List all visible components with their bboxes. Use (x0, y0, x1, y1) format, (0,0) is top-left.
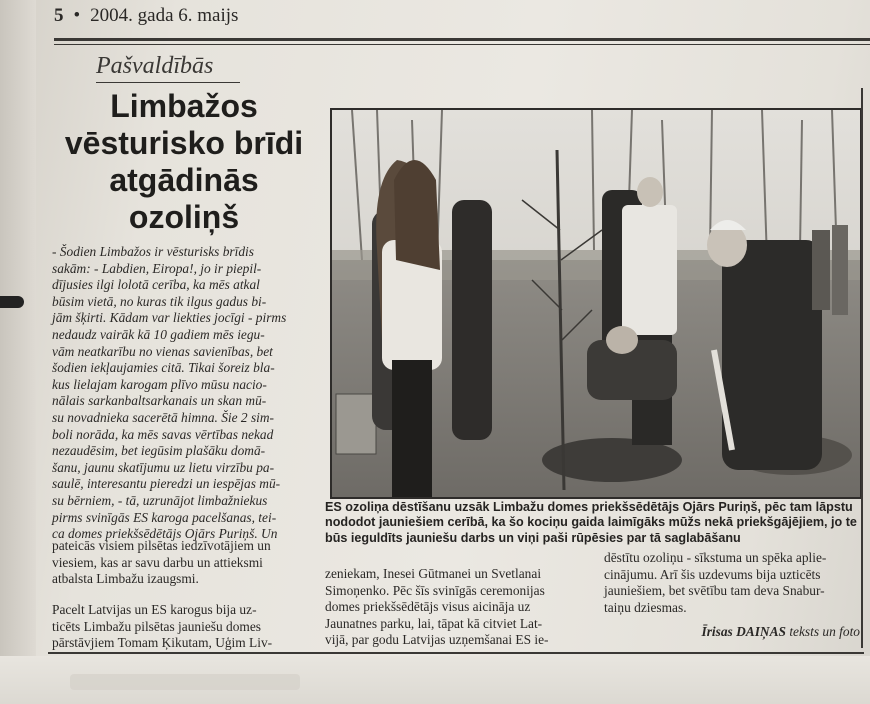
article-column-3 (604, 550, 860, 616)
tree-planting-photo (332, 110, 860, 497)
author-byline (701, 624, 860, 640)
page-fold-shadow (0, 0, 36, 704)
column-rule-right (861, 88, 863, 648)
text-line: nālais sarkanbaltsarkanais un skan mū- (52, 393, 267, 409)
header-rule (54, 38, 870, 41)
page-number: 5 (54, 5, 64, 26)
text-line: pārstāvjiem Tomam Ķikutam, Uģim Liv- (52, 635, 273, 651)
text-line: boli norāda, ka mēs savas vērtības nekad (52, 426, 274, 442)
text-line: ca domes priekšsēdētājs Ojārs Puriņš. Un (52, 526, 278, 542)
text-line: būsim vietā, no kuras tik ilgus gadus bi- (52, 293, 267, 309)
text-line: su novadnieka sacerētā himna. Šie 2 sim- (52, 409, 275, 425)
header-rule-thin (54, 44, 870, 45)
section-label: Pašvaldībās (96, 53, 214, 79)
text-line: nezaudēsim, bet iegūsim plašāku domā- (52, 443, 266, 459)
text-line: Simoņenko. Pēc šīs svinīgās ceremonijas (325, 582, 545, 598)
text-line: dēstītu ozoliņu - sīkstuma un spēka aplie- (604, 550, 827, 565)
text-line: viesiem, kas ar savu darbu un attieksmi (52, 554, 263, 570)
text-line: vijā, par godu Latvijas uzņemšanai ES ie- (325, 632, 549, 648)
text-line: ticēts Limbažu pilsētas jauniešu domes (52, 618, 261, 634)
photo-caption: ES ozoliņa dēstīšanu uzsāk Limbažu domes priekšsēdētājs Ojārs Puriņš, pēc tam lāpstu nododot jauniešiem cerībā, ka šo kociņu gaida laimīgāks mūžs nekā priekšgājējiem, jo te būs ieguldīts jauniešu darbs un viņi paši rūpēsies par tā saglabāšanu (325, 500, 857, 545)
text-line: taiņu dziesmas. (604, 599, 687, 615)
article-headline (48, 88, 320, 236)
text-line: nedaudz vairāk kā 10 gadiem mēs iegu- (52, 326, 265, 342)
article-column-1-paragraph-2 (52, 602, 314, 652)
text-line: jauniešiem, bet svētību tam deva Snabur- (604, 583, 825, 599)
text-line: pirms svinīgās ES karoga pacelšanas, tei- (52, 509, 277, 525)
text-line: Jaunatnes parku, lai, tāpat kā citviet Lat- (325, 615, 543, 631)
binder-clip (0, 296, 24, 308)
text-line: šanu, jaunu skatījumu uz lietu virzību pa- (52, 459, 275, 475)
article-quote-column (52, 244, 314, 543)
author-name: Īrisas DAIŅAS (701, 624, 786, 639)
headline-line: Limbažos (110, 88, 258, 124)
section-underline (96, 82, 240, 83)
text-line: saulē, interesantu pieredzi un iespējas mū- (52, 476, 281, 492)
article-photo (330, 108, 862, 499)
text-line: kus lielajam karogam plīvo mūsu nacio- (52, 376, 267, 392)
text-line: vām neatkarību no vienas savienības, bet (52, 343, 273, 359)
issue-date: 2004. gada 6. maijs (90, 5, 239, 26)
text-line: sakām: - Labdien, Eiropa!, jo ir piepil- (52, 260, 262, 276)
text-line: - Šodien Limbažos ir vēsturisks brīdis (52, 244, 254, 259)
text-line: atbalsta Limbažu izaugsmi. (52, 571, 199, 587)
article-column-2 (325, 566, 587, 649)
text-line: Pacelt Latvijas un ES karogus bija uz- (52, 602, 257, 617)
article-column-1-continued (52, 538, 314, 588)
header-bullet: • (73, 5, 81, 26)
page-header (54, 5, 238, 27)
byline-suffix: teksts un foto (789, 624, 860, 639)
text-line: zeniekam, Inesei Gūtmanei un Svetlanai (325, 566, 542, 581)
bottom-rule (48, 652, 864, 654)
text-line: su bērniem, - tā, uzrunājot limbažniekus (52, 492, 268, 508)
text-line: šodien iekļaujamies citā. Tikai šoreiz bla- (52, 360, 275, 376)
text-line: cinājumu. Arī šis uzdevums bija uzticēts (604, 566, 821, 582)
text-line: jām šķirti. Kādam var liekties jocīgi - pirms (52, 310, 287, 326)
headline-line: vēsturisko brīdi (64, 125, 304, 161)
text-line: domes priekšsēdētājs visus aicināja uz (325, 599, 531, 615)
blurred-footer (70, 674, 300, 690)
text-line: dījusies ilgi lolotā cerība, ka mēs atkal (52, 277, 260, 293)
headline-line: atgādinās (109, 162, 259, 198)
text-line: pateicās visiem pilsētas iedzīvotājiem un (52, 538, 271, 553)
headline-line: ozoliņš (128, 199, 240, 235)
